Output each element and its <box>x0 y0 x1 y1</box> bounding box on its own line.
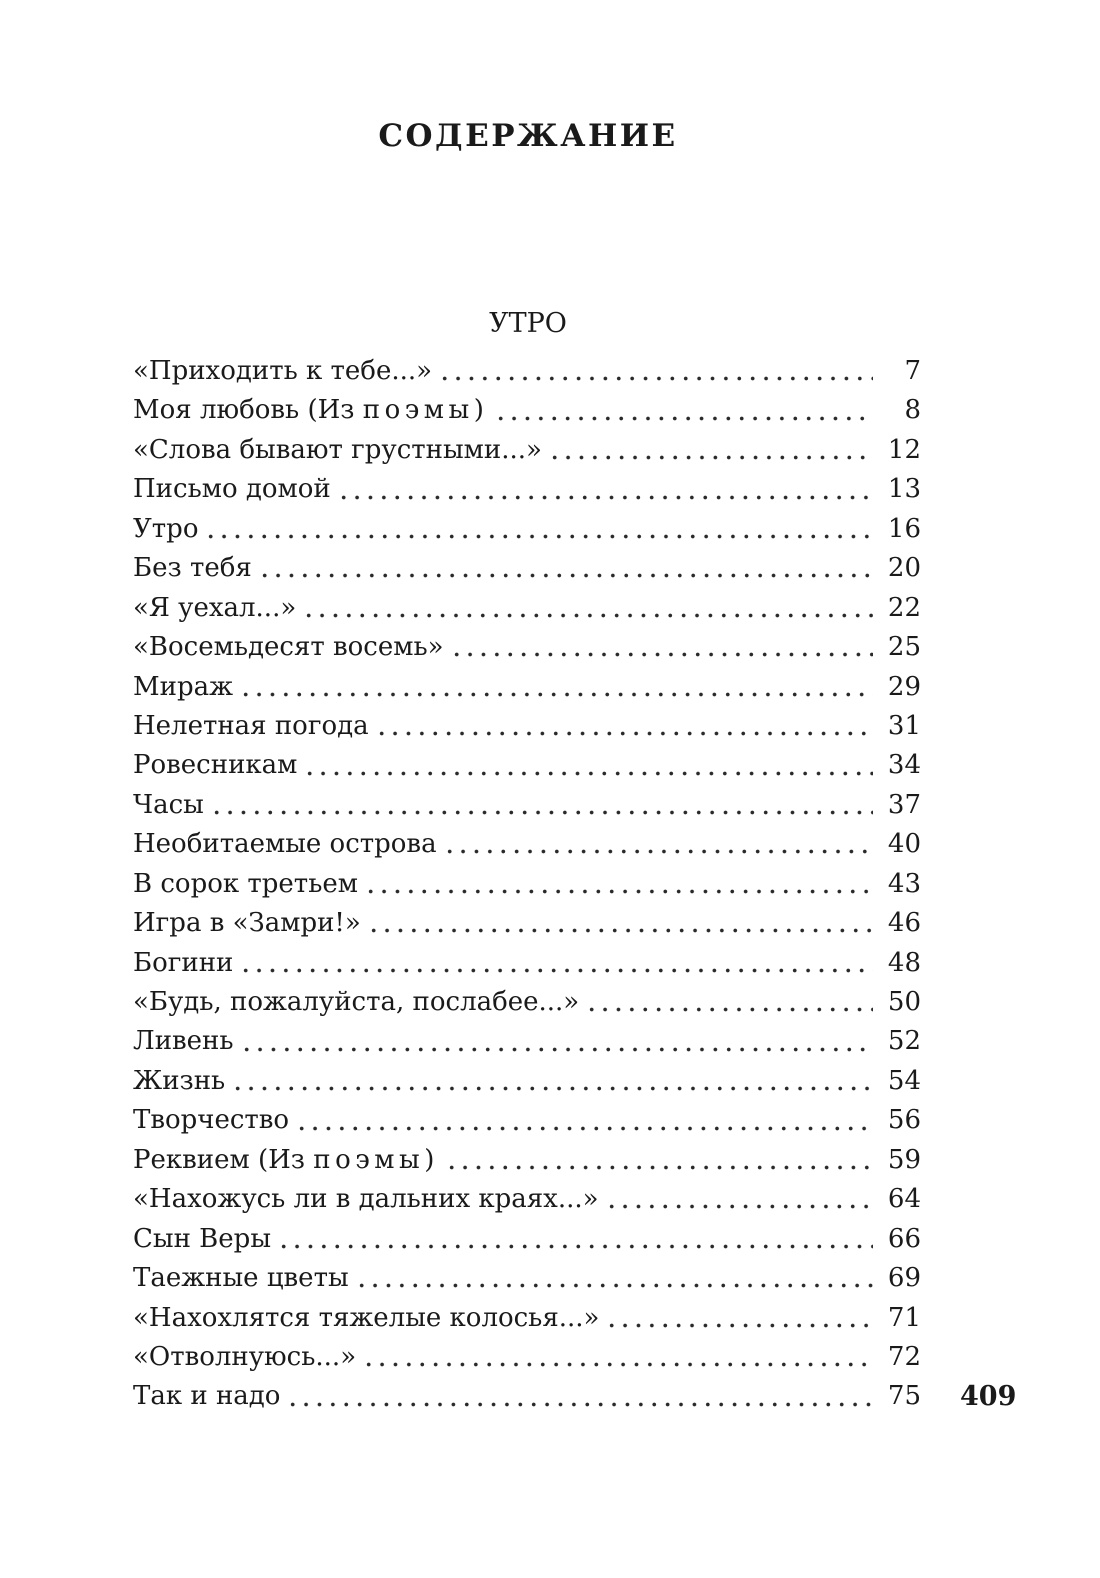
page-number: 409 <box>960 1381 1017 1412</box>
dot-leader <box>548 455 873 460</box>
toc-entry-title: В сорок третьем <box>133 868 358 899</box>
toc-entry-title: «Нахохлятся тяжелые колосья...» <box>133 1302 600 1333</box>
toc-entry-page: 43 <box>887 868 921 899</box>
table-of-contents <box>133 352 921 1417</box>
toc-entry-title: Жизнь <box>133 1065 226 1096</box>
toc-entry-page: 7 <box>904 356 921 386</box>
dot-leader <box>367 928 873 933</box>
toc-entry-title: Необитаемые острова <box>133 829 437 860</box>
toc-entry-page: 69 <box>887 1263 921 1294</box>
toc-entry-page: 46 <box>887 908 921 939</box>
toc-entry-page: 16 <box>887 513 921 544</box>
toc-entry-page: 8 <box>904 395 921 426</box>
toc-entry-title: Ровесникам <box>133 750 298 781</box>
toc-entry-title: Богини <box>133 947 234 978</box>
dot-leader <box>337 495 873 500</box>
dot-leader <box>239 692 873 697</box>
toc-entry-title: «Будь, пожалуйста, послабее...» <box>133 987 580 1017</box>
toc-entry[interactable] <box>133 825 921 864</box>
toc-entry-title: Моя любовь (Из поэмы) <box>133 395 489 426</box>
toc-entry[interactable] <box>133 983 921 1022</box>
toc-entry[interactable] <box>133 904 921 943</box>
toc-entry-title: «Нахожусь ли в дальних краях...» <box>133 1184 599 1215</box>
toc-entry-page: 20 <box>887 553 921 584</box>
section-heading: УТРО <box>489 308 567 339</box>
toc-entry-title: Нелетная погода <box>133 710 369 741</box>
dot-leader <box>277 1244 873 1249</box>
dot-leader <box>443 849 873 854</box>
toc-entry[interactable] <box>133 786 921 825</box>
toc-entry-title: «Слова бывают грустными...» <box>133 434 542 465</box>
toc-entry[interactable] <box>133 944 921 983</box>
toc-entry-title: «Приходить к тебе...» <box>133 356 433 386</box>
toc-entry-title: Письмо домой <box>133 474 331 505</box>
toc-entry-page: 59 <box>887 1144 921 1175</box>
toc-entry-title: Игра в «Замри!» <box>133 908 361 939</box>
toc-entry[interactable] <box>133 1259 921 1298</box>
toc-entry[interactable] <box>133 746 921 785</box>
toc-entry-title: «Отволнуюсь...» <box>133 1341 357 1372</box>
dot-leader <box>240 1047 873 1052</box>
toc-entry-page: 72 <box>887 1341 921 1372</box>
dot-leader <box>438 376 873 381</box>
toc-entry[interactable] <box>133 1101 921 1140</box>
toc-entry-page: 31 <box>887 710 921 741</box>
toc-entry-title: Ливень <box>133 1026 234 1057</box>
dot-leader <box>295 1126 873 1131</box>
toc-entry[interactable] <box>133 470 921 509</box>
dot-leader <box>605 1323 873 1328</box>
toc-entry-subtitle: поэмы) <box>313 1144 439 1175</box>
toc-entry-title: Сын Веры <box>133 1223 272 1254</box>
toc-entry-title: Таежные цветы <box>133 1263 349 1294</box>
toc-entry[interactable] <box>133 1022 921 1061</box>
toc-entry-page: 54 <box>887 1065 921 1096</box>
toc-entry-title: Так и надо <box>133 1381 281 1412</box>
toc-entry-page: 34 <box>887 750 921 781</box>
toc-entry-title: «Я уехал...» <box>133 592 297 623</box>
toc-entry[interactable] <box>133 549 921 588</box>
toc-entry-page: 56 <box>887 1105 921 1136</box>
toc-entry[interactable] <box>133 707 921 746</box>
toc-entry-title: Без тебя <box>133 553 252 584</box>
dot-leader <box>362 1362 873 1367</box>
toc-entry[interactable] <box>133 1338 921 1377</box>
dot-leader <box>204 534 873 539</box>
dot-leader <box>375 731 873 736</box>
dot-leader <box>450 652 873 657</box>
toc-entry-page: 71 <box>887 1302 921 1333</box>
toc-entry-page: 40 <box>887 829 921 860</box>
toc-entry-title: Утро <box>133 513 199 544</box>
toc-entry[interactable] <box>133 391 921 430</box>
dot-leader <box>303 771 873 776</box>
page-title: СОДЕРЖАНИЕ <box>378 118 678 154</box>
toc-entry[interactable] <box>133 628 921 667</box>
toc-entry-title: Творчество <box>133 1105 290 1136</box>
toc-entry-page: 12 <box>887 434 921 465</box>
toc-entry-page: 22 <box>887 592 921 623</box>
dot-leader <box>355 1283 873 1288</box>
dot-leader <box>286 1402 873 1407</box>
toc-entry-title: Реквием (Из поэмы) <box>133 1144 439 1175</box>
toc-entry-title: Мираж <box>133 671 234 702</box>
toc-entry-page: 29 <box>887 671 921 702</box>
dot-leader <box>210 810 873 815</box>
toc-entry[interactable] <box>133 1377 921 1416</box>
toc-entry-page: 75 <box>887 1381 921 1412</box>
toc-entry[interactable] <box>133 352 921 391</box>
toc-entry-page: 25 <box>887 632 921 663</box>
toc-entry[interactable] <box>133 1220 921 1259</box>
toc-entry-page: 48 <box>887 947 921 978</box>
toc-entry-page: 13 <box>887 474 921 505</box>
toc-entry[interactable] <box>133 1141 921 1180</box>
dot-leader <box>494 416 873 421</box>
dot-leader <box>239 968 873 973</box>
dot-leader <box>364 889 873 894</box>
toc-entry-title: Часы <box>133 789 204 820</box>
toc-entry[interactable] <box>133 431 921 470</box>
toc-entry-page: 37 <box>887 789 921 820</box>
dot-leader <box>605 1204 873 1209</box>
toc-entry[interactable] <box>133 865 921 904</box>
toc-entry[interactable] <box>133 1062 921 1101</box>
toc-entry-page: 66 <box>887 1223 921 1254</box>
toc-entry-title: «Восемьдесят восемь» <box>133 632 444 663</box>
dot-leader <box>585 1007 873 1012</box>
toc-entry-page: 50 <box>887 987 921 1017</box>
dot-leader <box>258 573 873 578</box>
dot-leader <box>302 613 873 618</box>
toc-entry[interactable] <box>133 1299 921 1338</box>
toc-entry-subtitle: поэмы) <box>362 395 489 426</box>
dot-leader <box>445 1165 873 1170</box>
toc-entry[interactable] <box>133 668 921 707</box>
toc-entry-page: 52 <box>887 1026 921 1057</box>
toc-entry[interactable] <box>133 1180 921 1219</box>
toc-entry-page: 64 <box>887 1184 921 1215</box>
toc-entry[interactable] <box>133 510 921 549</box>
toc-entry[interactable] <box>133 589 921 628</box>
dot-leader <box>231 1086 873 1091</box>
